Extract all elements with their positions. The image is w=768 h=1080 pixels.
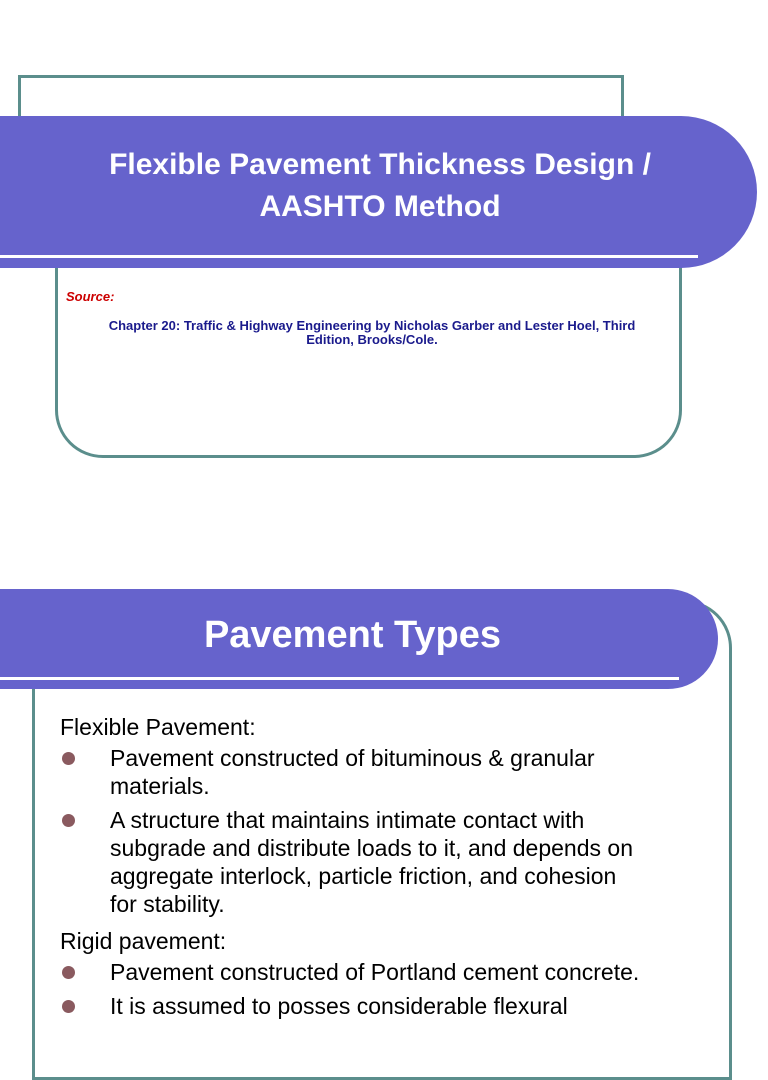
list-item (60, 958, 720, 986)
list-item-line: subgrade and distribute loads to it, and depends on (110, 835, 633, 861)
source-citation-line-2: Edition, Brooks/Cole. (306, 332, 438, 347)
list-item-line: aggregate interlock, particle friction, and cohesion (110, 863, 617, 889)
list-item-line: Pavement constructed of bituminous & granular (110, 745, 595, 771)
list-item-line: materials. (110, 773, 210, 799)
banner-divider-line (0, 255, 698, 258)
slide-content (60, 710, 720, 1026)
title-line-2: AASHTO Method (259, 190, 501, 223)
bullet-icon (62, 1000, 75, 1013)
slide-title-text (0, 144, 760, 228)
section-heading-flexible: Flexible Pavement: (60, 714, 256, 740)
list-item-line: for stability. (110, 891, 225, 917)
title-line-1: Flexible Pavement Thickness Design / (109, 148, 651, 181)
list-item-line: Pavement constructed of Portland cement concrete. (110, 959, 640, 985)
section-heading-rigid: Rigid pavement: (60, 928, 227, 954)
bullet-icon (62, 814, 75, 827)
list-item-line: A structure that maintains intimate contact with (110, 807, 585, 833)
source-citation (62, 319, 682, 347)
bullet-icon (62, 752, 75, 765)
list-item (60, 806, 720, 918)
slide-title (0, 0, 768, 510)
banner-divider-line (0, 677, 679, 680)
slide-title-text: Pavement Types (203, 614, 502, 656)
list-item-line: It is assumed to posses considerable flexural (110, 993, 568, 1019)
list-item (60, 744, 720, 800)
slide-pavement-types (0, 510, 768, 1024)
source-citation-line-1: Chapter 20: Traffic & Highway Engineering by Nicholas Garber and Lester Hoel, Third (108, 318, 636, 333)
bullet-icon (62, 966, 75, 979)
list-item (60, 992, 720, 1020)
bullet-list-flexible (60, 744, 720, 918)
bullet-list-rigid (60, 958, 720, 1020)
source-label: Source: (66, 289, 115, 304)
